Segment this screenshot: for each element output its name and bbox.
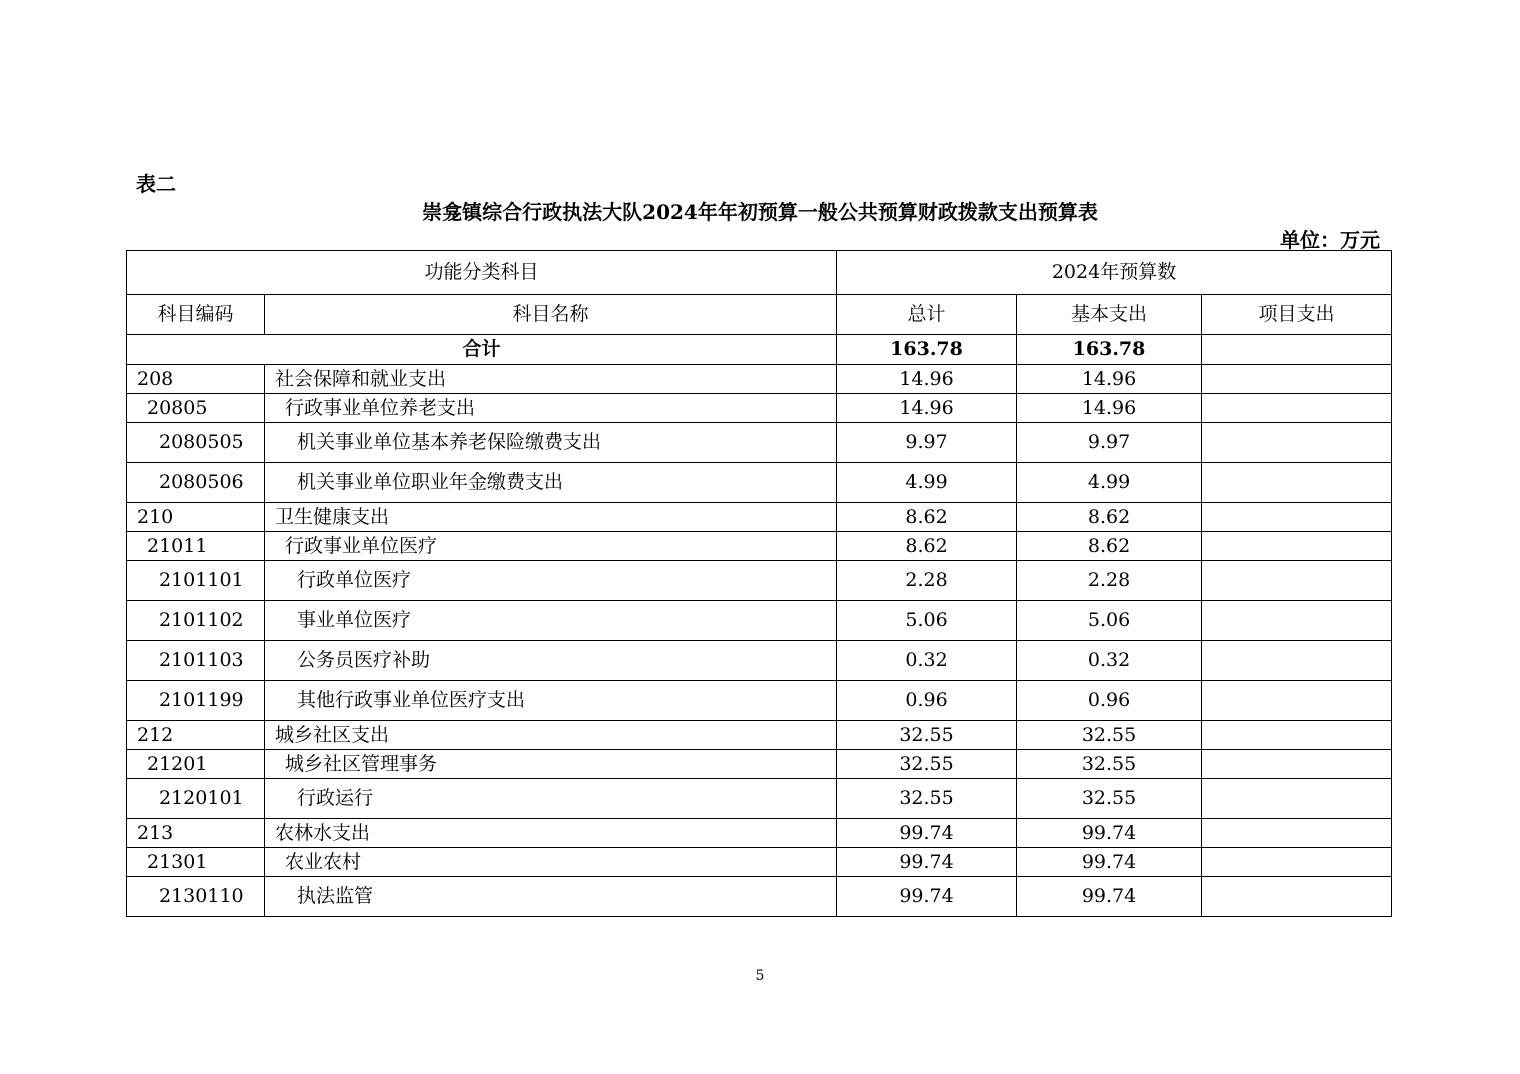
row-total: 99.74	[837, 819, 1017, 848]
table-row	[127, 681, 1392, 721]
row-total: 5.06	[837, 601, 1017, 641]
row-code: 2080506	[127, 463, 265, 503]
total-label: 合计	[127, 335, 837, 365]
table-row	[127, 601, 1392, 641]
row-code: 2101102	[127, 601, 265, 641]
row-name: 行政事业单位养老支出	[265, 394, 837, 423]
row-code: 2101103	[127, 641, 265, 681]
row-basic: 32.55	[1017, 750, 1202, 779]
row-basic: 8.62	[1017, 532, 1202, 561]
row-code: 213	[127, 819, 265, 848]
row-total: 0.32	[837, 641, 1017, 681]
header-basic: 基本支出	[1017, 295, 1202, 335]
total-basic: 163.78	[1017, 335, 1202, 365]
row-basic: 9.97	[1017, 423, 1202, 463]
row-total: 32.55	[837, 750, 1017, 779]
row-total: 9.97	[837, 423, 1017, 463]
row-name: 农业农村	[265, 848, 837, 877]
row-basic: 32.55	[1017, 779, 1202, 819]
header-name: 科目名称	[265, 295, 837, 335]
header-total: 总计	[837, 295, 1017, 335]
row-total: 0.96	[837, 681, 1017, 721]
row-code: 21201	[127, 750, 265, 779]
row-code: 21011	[127, 532, 265, 561]
row-code: 2120101	[127, 779, 265, 819]
row-total: 32.55	[837, 779, 1017, 819]
row-basic: 99.74	[1017, 848, 1202, 877]
row-basic: 0.32	[1017, 641, 1202, 681]
table-row	[127, 848, 1392, 877]
header-project: 项目支出	[1202, 295, 1392, 335]
row-project	[1202, 503, 1392, 532]
table-row	[127, 721, 1392, 750]
row-code: 212	[127, 721, 265, 750]
document-label: 表二	[136, 172, 176, 196]
row-project	[1202, 365, 1392, 394]
total-row	[127, 335, 1392, 365]
row-project	[1202, 532, 1392, 561]
row-project	[1202, 561, 1392, 601]
row-project	[1202, 463, 1392, 503]
row-basic: 99.74	[1017, 877, 1202, 917]
header-column-row	[127, 295, 1392, 335]
table-row	[127, 503, 1392, 532]
table-row	[127, 750, 1392, 779]
row-total: 2.28	[837, 561, 1017, 601]
row-name: 行政单位医疗	[265, 561, 837, 601]
row-basic: 5.06	[1017, 601, 1202, 641]
document-title: 崇龛镇综合行政执法大队2024年年初预算一般公共预算财政拨款支出预算表	[422, 200, 1098, 224]
row-basic: 2.28	[1017, 561, 1202, 601]
table-row	[127, 423, 1392, 463]
row-code: 208	[127, 365, 265, 394]
row-name: 事业单位医疗	[265, 601, 837, 641]
unit-label: 单位：万元	[1280, 228, 1380, 252]
budget-table	[126, 250, 1392, 917]
row-basic: 4.99	[1017, 463, 1202, 503]
row-name: 城乡社区支出	[265, 721, 837, 750]
table-row	[127, 561, 1392, 601]
row-basic: 32.55	[1017, 721, 1202, 750]
page-number: 5	[755, 968, 765, 984]
row-project	[1202, 641, 1392, 681]
row-name: 行政运行	[265, 779, 837, 819]
row-name: 机关事业单位职业年金缴费支出	[265, 463, 837, 503]
table-row	[127, 819, 1392, 848]
row-project	[1202, 394, 1392, 423]
header-budget-2024: 2024年预算数	[837, 251, 1392, 295]
row-total: 14.96	[837, 394, 1017, 423]
row-code: 2130110	[127, 877, 265, 917]
row-total: 14.96	[837, 365, 1017, 394]
row-total: 99.74	[837, 877, 1017, 917]
row-name: 卫生健康支出	[265, 503, 837, 532]
row-name: 其他行政事业单位医疗支出	[265, 681, 837, 721]
row-project	[1202, 848, 1392, 877]
header-functional-classification: 功能分类科目	[127, 251, 837, 295]
row-name: 机关事业单位基本养老保险缴费支出	[265, 423, 837, 463]
row-basic: 14.96	[1017, 394, 1202, 423]
row-total: 32.55	[837, 721, 1017, 750]
row-project	[1202, 601, 1392, 641]
table-row	[127, 365, 1392, 394]
header-code: 科目编码	[127, 295, 265, 335]
row-code: 2101199	[127, 681, 265, 721]
row-code: 21301	[127, 848, 265, 877]
row-name: 执法监管	[265, 877, 837, 917]
table-row	[127, 641, 1392, 681]
row-total: 99.74	[837, 848, 1017, 877]
row-name: 城乡社区管理事务	[265, 750, 837, 779]
row-project	[1202, 877, 1392, 917]
table-row	[127, 394, 1392, 423]
table-row	[127, 779, 1392, 819]
row-project	[1202, 721, 1392, 750]
row-code: 20805	[127, 394, 265, 423]
row-code: 2101101	[127, 561, 265, 601]
row-name: 行政事业单位医疗	[265, 532, 837, 561]
row-total: 4.99	[837, 463, 1017, 503]
row-basic: 14.96	[1017, 365, 1202, 394]
table-row	[127, 532, 1392, 561]
row-code: 210	[127, 503, 265, 532]
row-total: 8.62	[837, 532, 1017, 561]
total-amount: 163.78	[837, 335, 1017, 365]
row-total: 8.62	[837, 503, 1017, 532]
table-row	[127, 877, 1392, 917]
table-row	[127, 463, 1392, 503]
row-name: 社会保障和就业支出	[265, 365, 837, 394]
row-project	[1202, 423, 1392, 463]
total-project	[1202, 335, 1392, 365]
header-group-row	[127, 251, 1392, 295]
row-basic: 8.62	[1017, 503, 1202, 532]
row-project	[1202, 819, 1392, 848]
row-basic: 99.74	[1017, 819, 1202, 848]
row-project	[1202, 750, 1392, 779]
row-name: 农林水支出	[265, 819, 837, 848]
row-project	[1202, 681, 1392, 721]
row-code: 2080505	[127, 423, 265, 463]
row-basic: 0.96	[1017, 681, 1202, 721]
row-project	[1202, 779, 1392, 819]
row-name: 公务员医疗补助	[265, 641, 837, 681]
